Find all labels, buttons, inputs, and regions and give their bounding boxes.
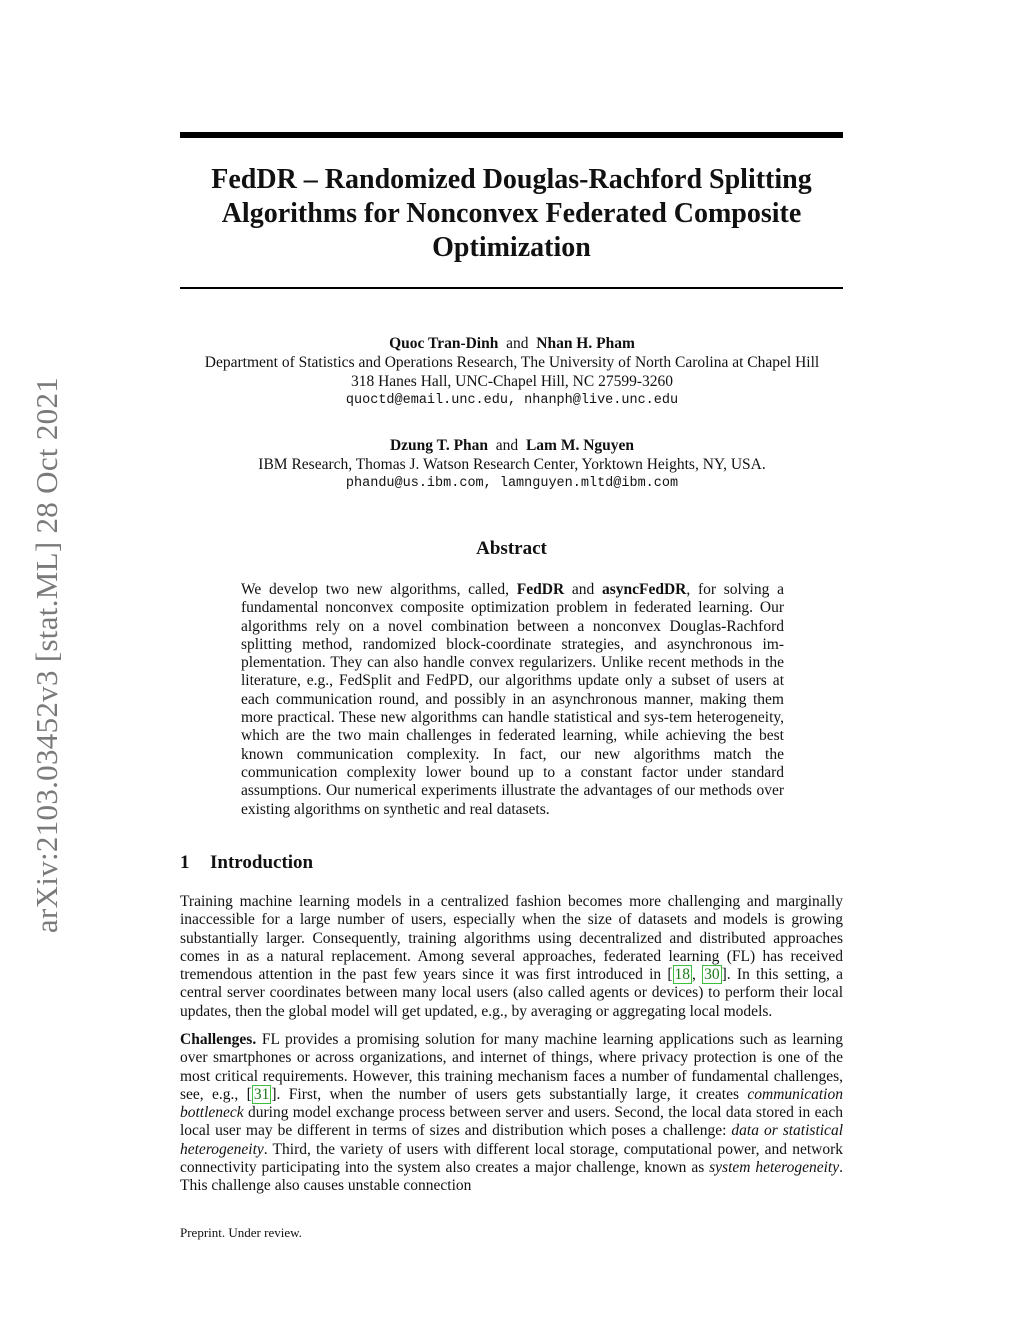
- title-line: FedDR – Randomized Douglas-Rachford Splitting: [211, 164, 812, 195]
- arxiv-sidebar-stamp: [20, 350, 75, 960]
- citation-link[interactable]: 30: [704, 966, 720, 984]
- section-heading: [180, 852, 313, 874]
- intro-paragraph-1: Training machine learning models in a centralized fashion becomes more challenging and marginally inaccessible for a large number of users, especially when the size of datasets and models is growing substantially larger. Consequently, training algorithms using decentralized and distributed approaches comes in as a natural replacement. Among several approaches, federated learning (FL) has received tremendous attention in the past few years since it was first introduced in [ 18 , 30 ]. In this setting, a central server coordinates between many local users (also called agents or devices) to perform their local updates, then the global model will get updated, e.g., by averaging or aggregating local models.: [180, 893, 844, 1020]
- address: 318 Hanes Hall, UNC-Chapel Hill, NC 27599-3260: [350, 373, 674, 390]
- author-conjunction: and: [506, 335, 529, 352]
- citation-link[interactable]: 18: [674, 966, 691, 984]
- author-names: [140, 334, 884, 353]
- affiliation: Department of Statistics and Operations Research, The University of North Carolina at Chapel Hill: [204, 354, 820, 371]
- title-line: Optimization: [432, 232, 591, 263]
- abstract-text: We develop two new algorithms, called, FedDR and asyncFedDR, for solving a fundamental nonconvex composite optimization problem in federated learning. Our algorithms rely on a novel combination between a nonconvex Douglas-Rachford splitting method, randomized block-coordinate strategies, and asynchronous im-plementation. They can also handle convex regularizers. Unlike recent methods in the literature, e.g., FedSplit and FedPD, our algorithms update only a subset of users at each communication round, and possibly in an asynchronous manner, making them more practical. These new algorithms can handle statistical and sys-tem heterogeneity, which are the two main challenges in federated learning, while achieving the best known communication complexity. In fact, our new algorithms match the communication complexity lower bound up to a constant factor under standard assumptions. Our numerical experiments illustrate the advantages of our methods over existing algorithms on synthetic and real datasets.: [241, 581, 784, 818]
- author-emails: quoctd@email.unc.edu, nhanph@live.unc.edu: [345, 393, 679, 408]
- author-conjunction: and: [495, 437, 519, 454]
- abstract-heading: Abstract: [476, 538, 547, 559]
- title-line: Algorithms for Nonconvex Federated Composite: [221, 198, 802, 229]
- citation-link[interactable]: 31: [253, 1085, 270, 1103]
- intro-paragraph-challenges: Challenges. FL provides a promising solution for many machine learning applications such as learning over smartphones or across organizations, and internet of things, where privacy protection is one of the most critical requirements. However, this training mechanism faces a number of fundamental challenges, see, e.g., [ 31 ]. First, when the number of users gets substantially large, it creates communication bottleneck during model exchange process between server and users. Second, the local data stored in each local user may be different in terms of sizes and distribution which poses a challenge: data or statistical heterogeneity. Third, the variety of users with different local storage, computational power, and network connectivity participating into the system also creates a major challenge, known as system heterogeneity. This challenge also causes unstable connection: [180, 1031, 843, 1195]
- author-block-unc: [140, 334, 884, 410]
- author-block-ibm: [140, 436, 884, 493]
- paragraph-lead: Challenges.: [180, 1031, 257, 1048]
- author-name: Dzung T. Phan: [389, 437, 489, 454]
- author-name: Quoc Tran-Dinh: [389, 335, 499, 352]
- author-names: [140, 436, 884, 455]
- title-rule-bottom: [180, 287, 843, 289]
- affiliation: IBM Research, Thomas J. Watson Research Center, Yorktown Heights, NY, USA.: [258, 456, 766, 473]
- algorithm-name: asyncFedDR: [601, 581, 687, 598]
- footer-note: Preprint. Under review.: [180, 1225, 302, 1240]
- title-rule-top: [180, 132, 843, 138]
- section-title: Introduction: [210, 852, 314, 873]
- algorithm-name: FedDR: [516, 581, 565, 598]
- author-name: Nhan H. Pham: [536, 335, 635, 352]
- paper-title: [180, 163, 843, 265]
- section-number: 1: [180, 852, 190, 873]
- emphasis: data or statistical heterogeneity: [180, 1122, 843, 1158]
- arxiv-id: arXiv:2103.03452v3 [stat.ML] 28 Oct 2021: [29, 376, 65, 934]
- author-name: Lam M. Nguyen: [525, 437, 635, 454]
- emphasis: system heterogeneity: [709, 1159, 840, 1177]
- emphasis: communication bottleneck: [180, 1085, 843, 1122]
- author-emails: phandu@us.ibm.com, lamnguyen.mltd@ibm.com: [345, 476, 679, 491]
